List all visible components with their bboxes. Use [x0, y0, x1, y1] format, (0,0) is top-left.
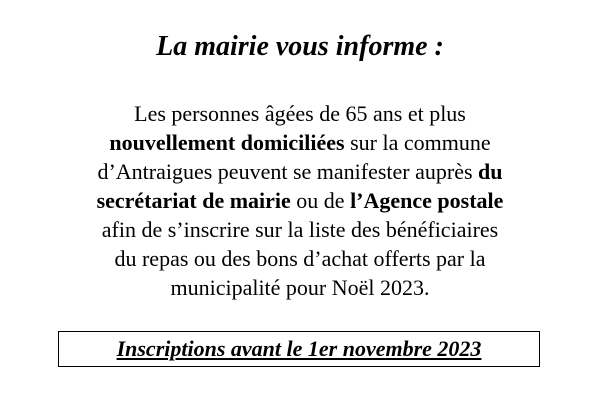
notice-line: [40, 99, 560, 128]
notice-text: d’Antraigues peuvent se manifester auprès: [97, 159, 479, 184]
notice-text: sur la commune: [344, 130, 491, 155]
notice-text: ou de: [290, 188, 351, 213]
notice-title: La mairie vous informe :: [156, 31, 444, 62]
notice-line: [40, 244, 560, 273]
notice-body: [40, 99, 560, 302]
notice-line: [40, 215, 560, 244]
notice-line: [40, 186, 560, 215]
notice-line: [40, 273, 560, 302]
notice-text: du repas ou des bons d’achat offerts par la: [114, 246, 486, 271]
notice-emphasis: nouvellement domiciliées: [109, 130, 345, 155]
notice-emphasis: l’Agence postale: [350, 188, 504, 213]
notice-emphasis: du: [478, 159, 503, 184]
notice-text: municipalité pour Noël 2023.: [170, 275, 430, 300]
deadline-text: Inscriptions avant le 1er novembre 2023: [116, 336, 482, 361]
deadline-box: [58, 331, 540, 367]
notice-emphasis: secrétariat de mairie: [96, 188, 291, 213]
notice-line: [40, 128, 560, 157]
notice-text: Les personnes âgées de 65 ans et plus: [134, 101, 466, 126]
notice-line: [40, 157, 560, 186]
notice-text: afin de s’inscrire sur la liste des bénéficiaires: [101, 217, 499, 242]
